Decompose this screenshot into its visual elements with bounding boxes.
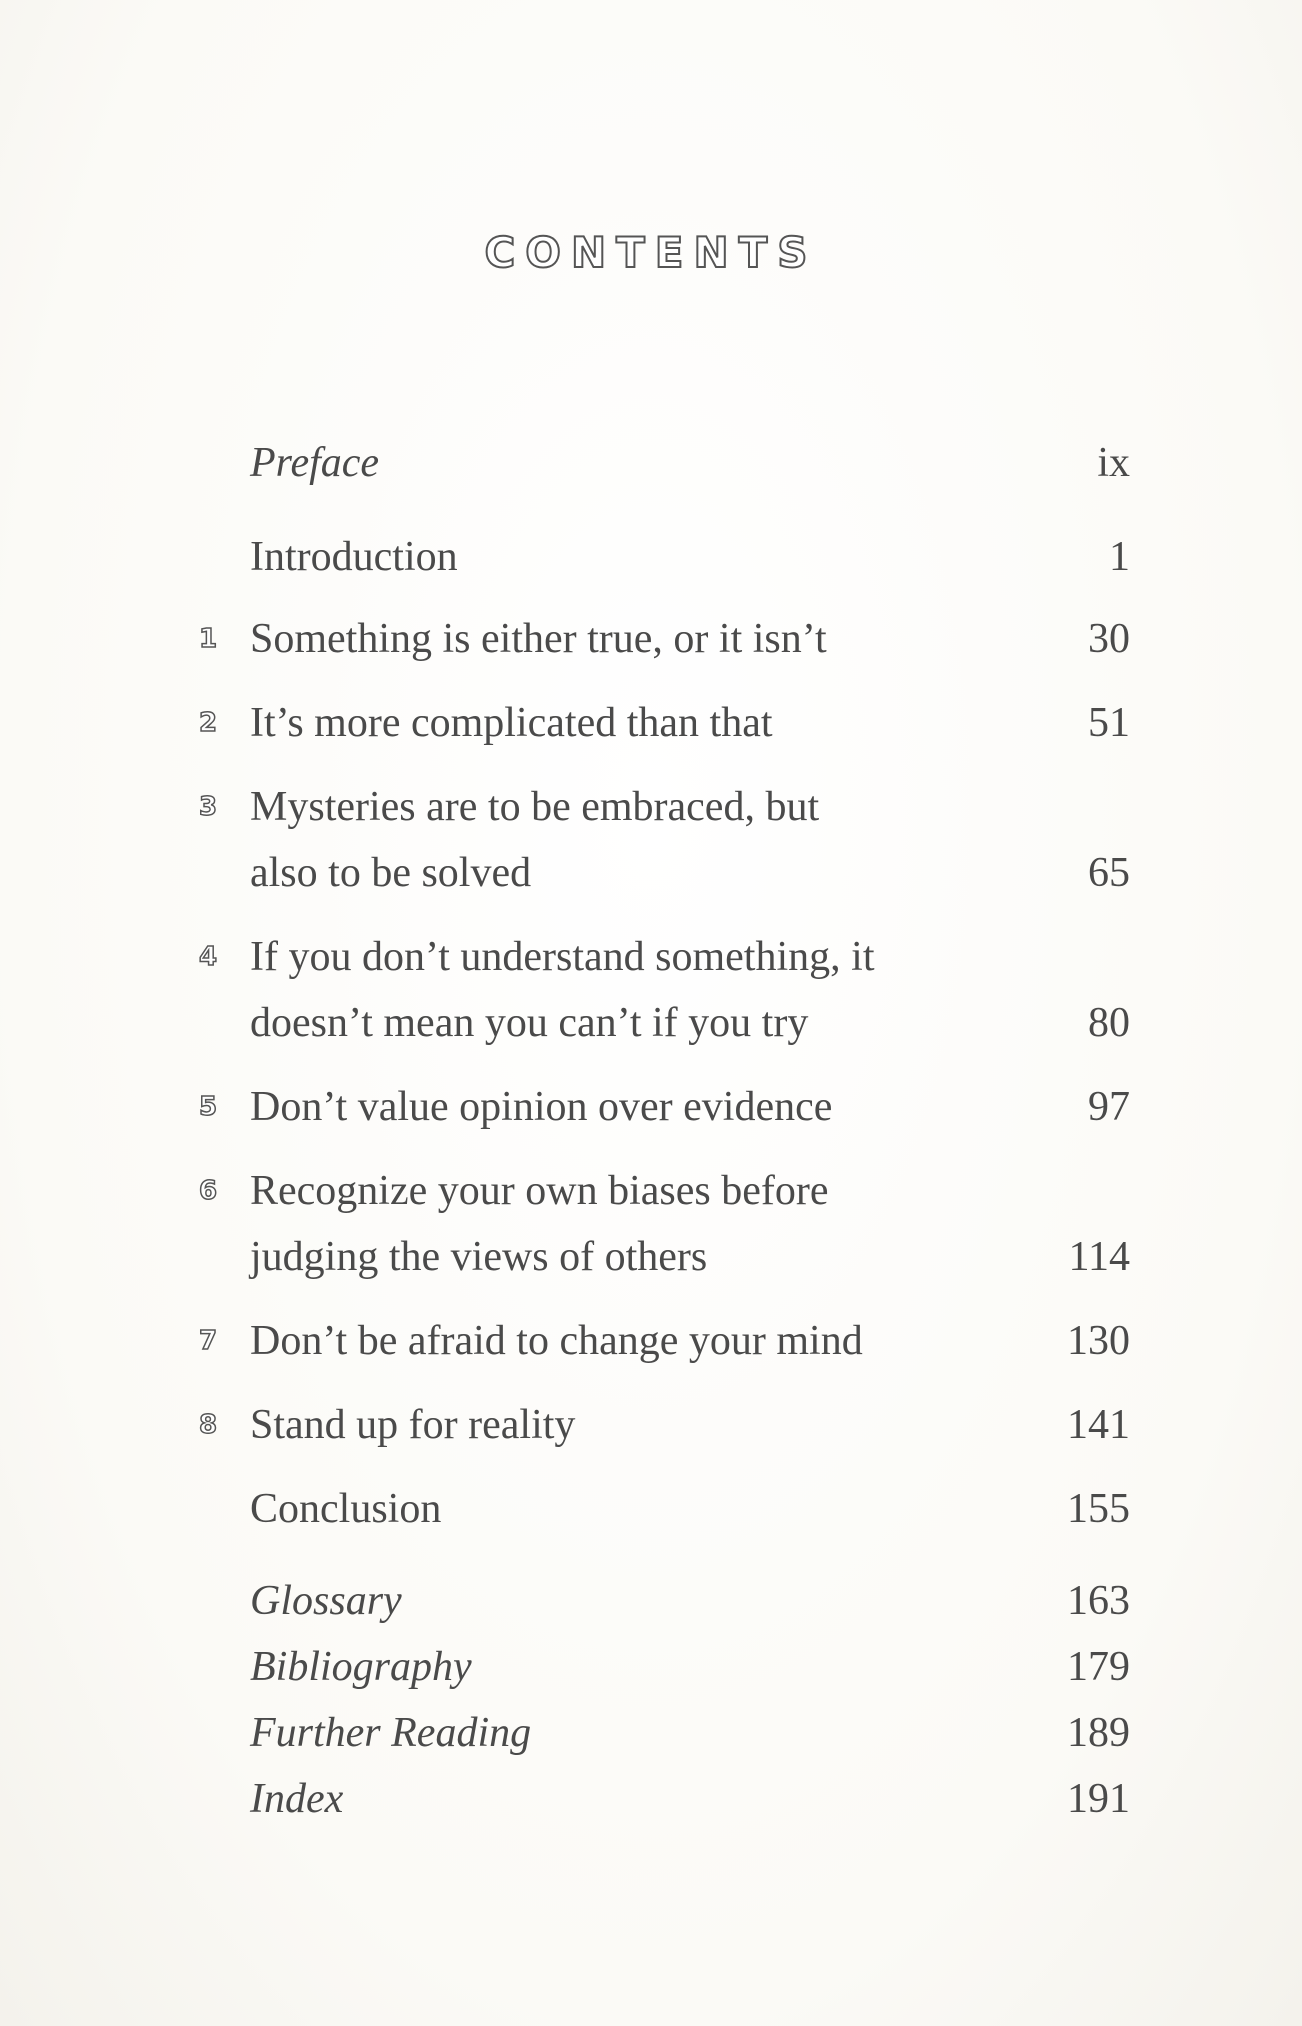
toc-entry-chapter-3[interactable] (190, 774, 1130, 906)
toc-entry-title: Stand up for reality (250, 1402, 576, 1448)
toc-entry-title: It’s more complicated than that (250, 700, 773, 746)
toc-entry-chapter-4[interactable] (190, 924, 1130, 1056)
toc-entry-conclusion[interactable] (190, 1476, 1130, 1542)
chapter-number: 8 (198, 1410, 218, 1440)
toc-entry-page: 80 (1088, 1000, 1130, 1046)
toc-entry-chapter-2[interactable] (190, 690, 1130, 756)
toc-entry-title: Conclusion (250, 1486, 442, 1532)
page-title: CONTENTS (484, 228, 818, 277)
toc-entry-title: Mysteries are to be embraced, but also to be solved (250, 784, 820, 896)
chapter-number: 6 (198, 1176, 218, 1206)
toc-entry-page: 191 (1067, 1776, 1130, 1822)
toc-entry-chapter-8[interactable] (190, 1392, 1130, 1458)
toc-entry-page: ix (1097, 440, 1130, 486)
toc-entry-title: Further Reading (250, 1710, 532, 1756)
toc-entry-title: Preface (250, 440, 380, 486)
toc-entry-title: Something is either true, or it isn’t (250, 616, 827, 662)
toc-entry-page: 163 (1067, 1578, 1130, 1624)
toc-entry-page: 179 (1067, 1644, 1130, 1690)
toc-entry-title: If you don’t understand something, it doesn’t mean you can’t if you try (250, 934, 875, 1046)
toc-entry-page: 130 (1067, 1318, 1130, 1364)
toc-entry-bibliography[interactable] (190, 1634, 1130, 1700)
toc-entry-page: 51 (1088, 700, 1130, 746)
toc-entry-chapter-7[interactable] (190, 1308, 1130, 1374)
toc-entry-chapter-6[interactable] (190, 1158, 1130, 1290)
toc-entry-glossary[interactable] (190, 1568, 1130, 1634)
toc-entry-index[interactable] (190, 1766, 1130, 1832)
toc-entry-page: 155 (1067, 1486, 1130, 1532)
chapter-number: 2 (198, 708, 218, 738)
toc-entry-page: 189 (1067, 1710, 1130, 1756)
chapter-number: 4 (198, 942, 218, 972)
toc-entry-title: Index (250, 1776, 344, 1822)
toc-entry-page: 1 (1109, 534, 1130, 580)
toc-entry-title: Glossary (250, 1578, 402, 1624)
toc-entry-title: Recognize your own biases before judging the views of others (250, 1168, 829, 1280)
toc-entry-chapter-1[interactable] (190, 606, 1130, 672)
toc-entry-title: Don’t value opinion over evidence (250, 1084, 833, 1130)
toc-entry-introduction[interactable] (190, 524, 1130, 590)
toc-entry-page: 97 (1088, 1084, 1130, 1130)
toc-entry-page: 141 (1067, 1402, 1130, 1448)
chapter-number: 3 (198, 792, 218, 822)
toc-entry-title: Bibliography (250, 1644, 472, 1690)
toc-entry-chapter-5[interactable] (190, 1074, 1130, 1140)
toc-entry-title: Don’t be afraid to change your mind (250, 1318, 863, 1364)
chapter-number: 1 (198, 624, 218, 654)
toc-entry-page: 114 (1068, 1234, 1130, 1280)
toc-entry-title: Introduction (250, 534, 458, 580)
toc-entry-page: 30 (1088, 616, 1130, 662)
table-of-contents (190, 430, 1130, 1832)
toc-entry-further-reading[interactable] (190, 1700, 1130, 1766)
chapter-number: 5 (198, 1092, 218, 1122)
toc-entry-preface[interactable] (190, 430, 1130, 496)
toc-entry-page: 65 (1088, 850, 1130, 896)
chapter-number: 7 (198, 1326, 218, 1356)
